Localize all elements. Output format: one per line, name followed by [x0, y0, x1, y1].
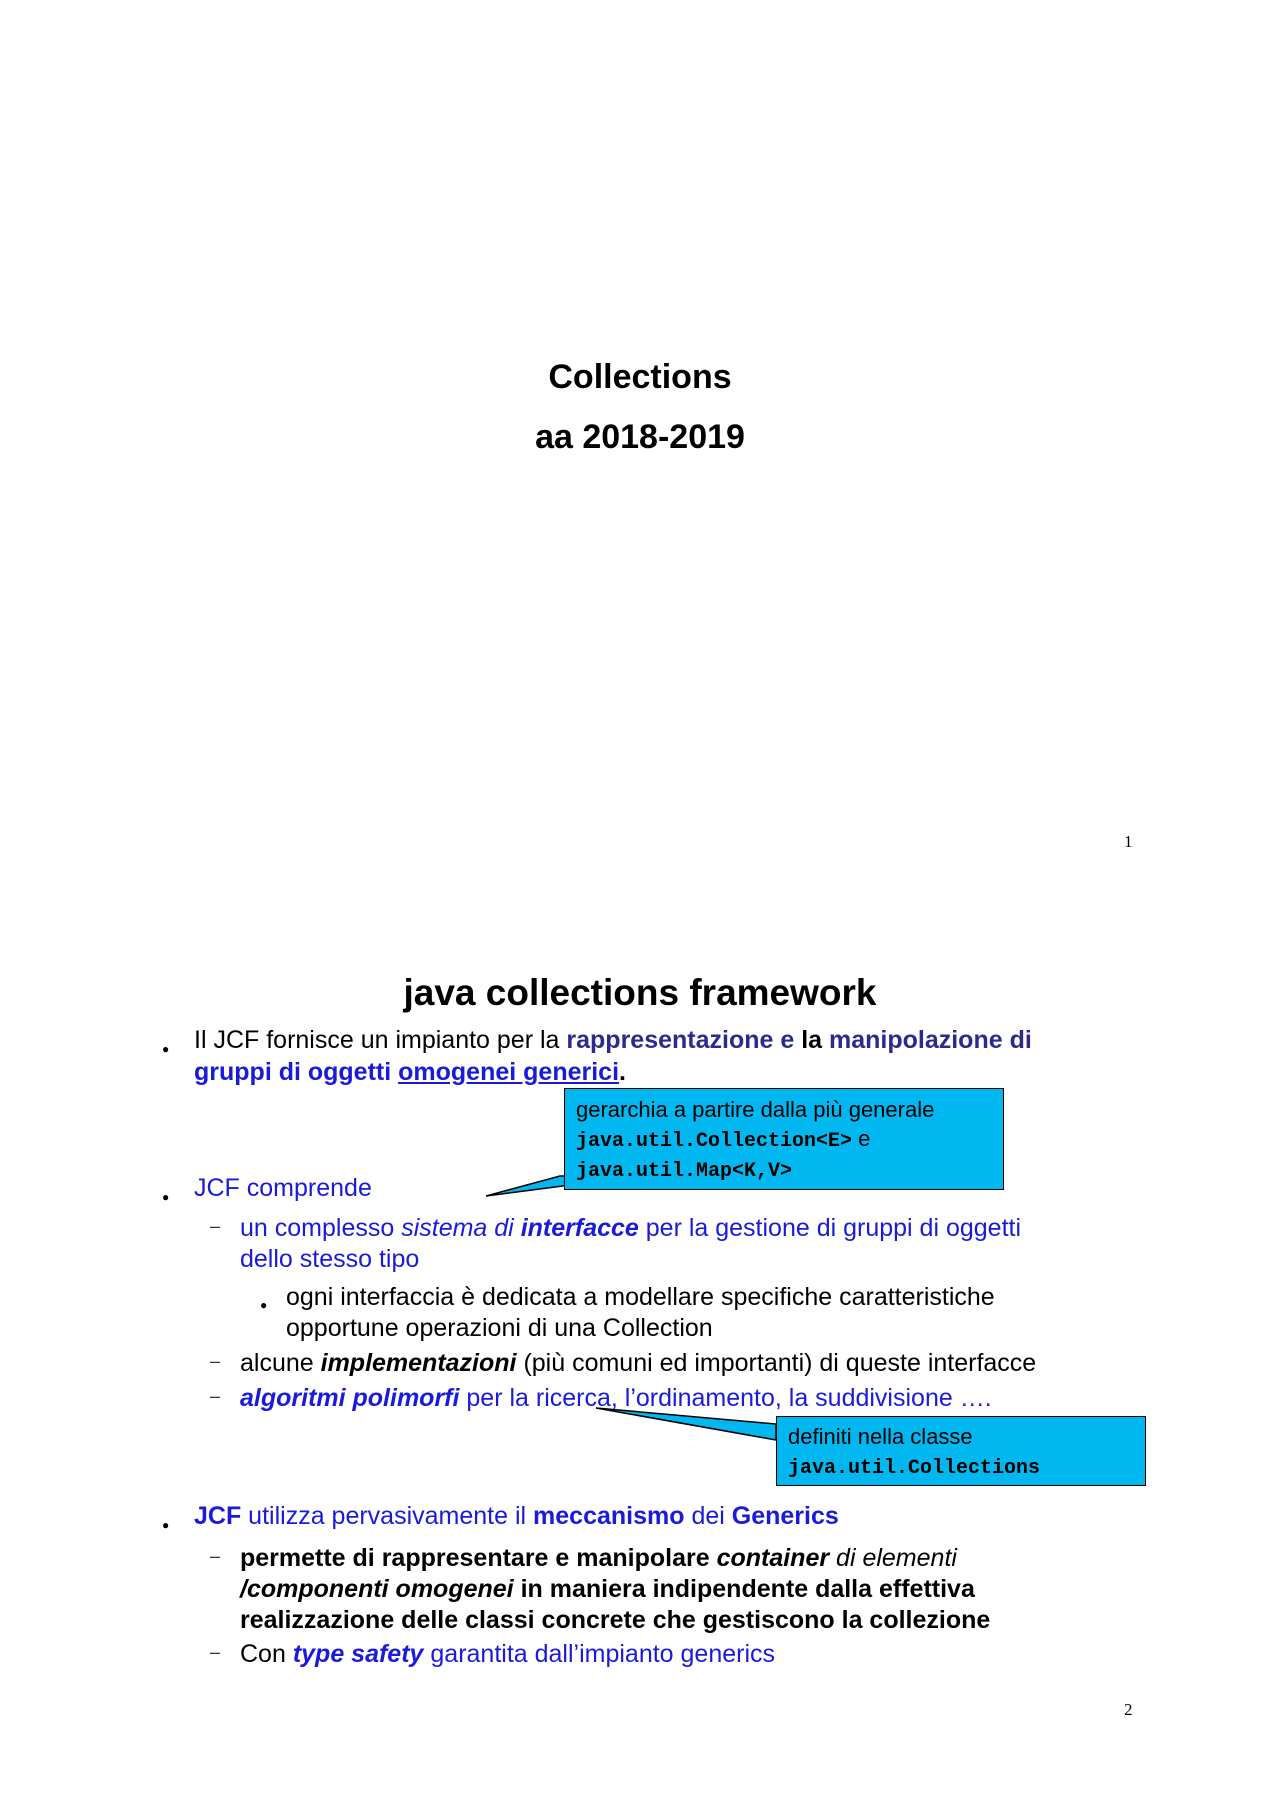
sub3-text2: per la ricerca, l’ordinamento, la suddivisione ….	[459, 1384, 992, 1412]
bullet-marker: ●	[162, 1190, 170, 1204]
dash-marker: –	[210, 1546, 221, 1566]
sub2-text3: (più comuni ed importanti) di queste interfacce	[516, 1349, 1037, 1377]
dash-marker: –	[210, 1216, 221, 1236]
bullet3-line	[194, 1501, 839, 1532]
bullet1-text4: manipolazione di	[829, 1026, 1032, 1054]
callout1-line3	[576, 1154, 792, 1186]
b3sub1-l2a: /componenti omogenei	[240, 1575, 514, 1603]
subsub1-line2: opportune operazioni di una Collection	[286, 1314, 713, 1342]
bullet3-sub1-line1	[240, 1543, 957, 1574]
bullet3-text4: dei	[684, 1502, 732, 1530]
dash-marker: –	[210, 1351, 221, 1371]
bullet1-text1: Il JCF fornisce un impianto per la	[194, 1026, 567, 1054]
callout2-code: java.util.Collections	[788, 1457, 1041, 1480]
bullet3-text2: utilizza pervasivamente il	[241, 1502, 534, 1530]
sub1-text3: interfacce	[520, 1214, 639, 1242]
b3sub2-t1: Con	[240, 1640, 293, 1668]
callout2-box	[776, 1416, 1146, 1486]
callout1-box	[564, 1088, 1004, 1190]
callout2-line1: definiti nella classe	[788, 1424, 973, 1449]
bullet3-sub2	[240, 1639, 775, 1670]
b3sub1-l1c: di elementi	[829, 1544, 957, 1572]
bullet1-text7: .	[619, 1058, 626, 1086]
slide1-title-line1: Collections	[548, 358, 732, 396]
slide2-title: java collections framework	[403, 972, 877, 1013]
bullet1-text3: la	[801, 1026, 829, 1054]
bullet1-text2: rappresentazione e	[566, 1026, 802, 1054]
bullet1-text5: gruppi di oggetti	[194, 1058, 399, 1086]
b3sub1-l1a: permette di rappresentare e manipolare	[240, 1544, 717, 1572]
sub1-text2: sistema di	[401, 1214, 521, 1242]
bullet3-text3: meccanismo	[533, 1502, 685, 1530]
bullet3-sub1-line3: realizzazione delle classi concrete che gestiscono la collezione	[240, 1606, 991, 1634]
sub2-text1: alcune	[240, 1349, 321, 1377]
bullet2-sub2	[240, 1348, 1036, 1379]
b3sub2-t2: type safety	[292, 1640, 424, 1668]
dash-marker: –	[210, 1642, 221, 1662]
slide1-page-number: 1	[1124, 832, 1133, 851]
sub1-text1: un complesso	[240, 1214, 402, 1242]
sub1-text4: per la gestione di gruppi di oggetti	[638, 1214, 1022, 1242]
slide2-page-number: 2	[1124, 1700, 1133, 1719]
callout1-and: e	[852, 1126, 871, 1151]
dash-marker: –	[210, 1386, 221, 1406]
callout1-code1: java.util.Collection<E>	[576, 1130, 853, 1153]
bullet3-text1: JCF	[194, 1502, 242, 1530]
bullet3-sub1-line2	[240, 1574, 975, 1605]
b3sub1-l1b: container	[716, 1544, 830, 1572]
bullet2-sub3	[240, 1383, 992, 1414]
bullet-marker: ●	[162, 1518, 170, 1532]
sub3-text1: algoritmi polimorfi	[240, 1384, 460, 1412]
callout2-line2	[788, 1451, 1040, 1483]
callout1-code2: java.util.Map<K,V>	[576, 1160, 793, 1183]
bullet1-line1	[194, 1025, 1032, 1056]
callout1-line2	[576, 1124, 870, 1156]
slide1-title-line2: aa 2018-2019	[535, 418, 745, 456]
callout1-line1: gerarchia a partire dalla più generale	[576, 1097, 935, 1122]
bullet1-line2	[194, 1057, 626, 1088]
bullet2-sub1-line1	[240, 1213, 1021, 1244]
bullet-marker: ●	[162, 1042, 170, 1056]
b3sub1-l2b: in maniera indipendente dalla effettiva	[513, 1575, 975, 1603]
bullet2-sub1-line2: dello stesso tipo	[240, 1245, 420, 1273]
subsub1-line1: ogni interfaccia è dedicata a modellare specifiche caratteristiche	[286, 1283, 995, 1311]
bullet-marker: ●	[260, 1298, 268, 1312]
b3sub2-t3: garantita dall’impianto generics	[423, 1640, 776, 1668]
sub2-text2: implementazioni	[320, 1349, 517, 1377]
bullet1-text6: omogenei generici	[398, 1058, 620, 1086]
bullet3-text5: Generics	[731, 1502, 839, 1530]
bullet2-label: JCF comprende	[194, 1174, 372, 1202]
